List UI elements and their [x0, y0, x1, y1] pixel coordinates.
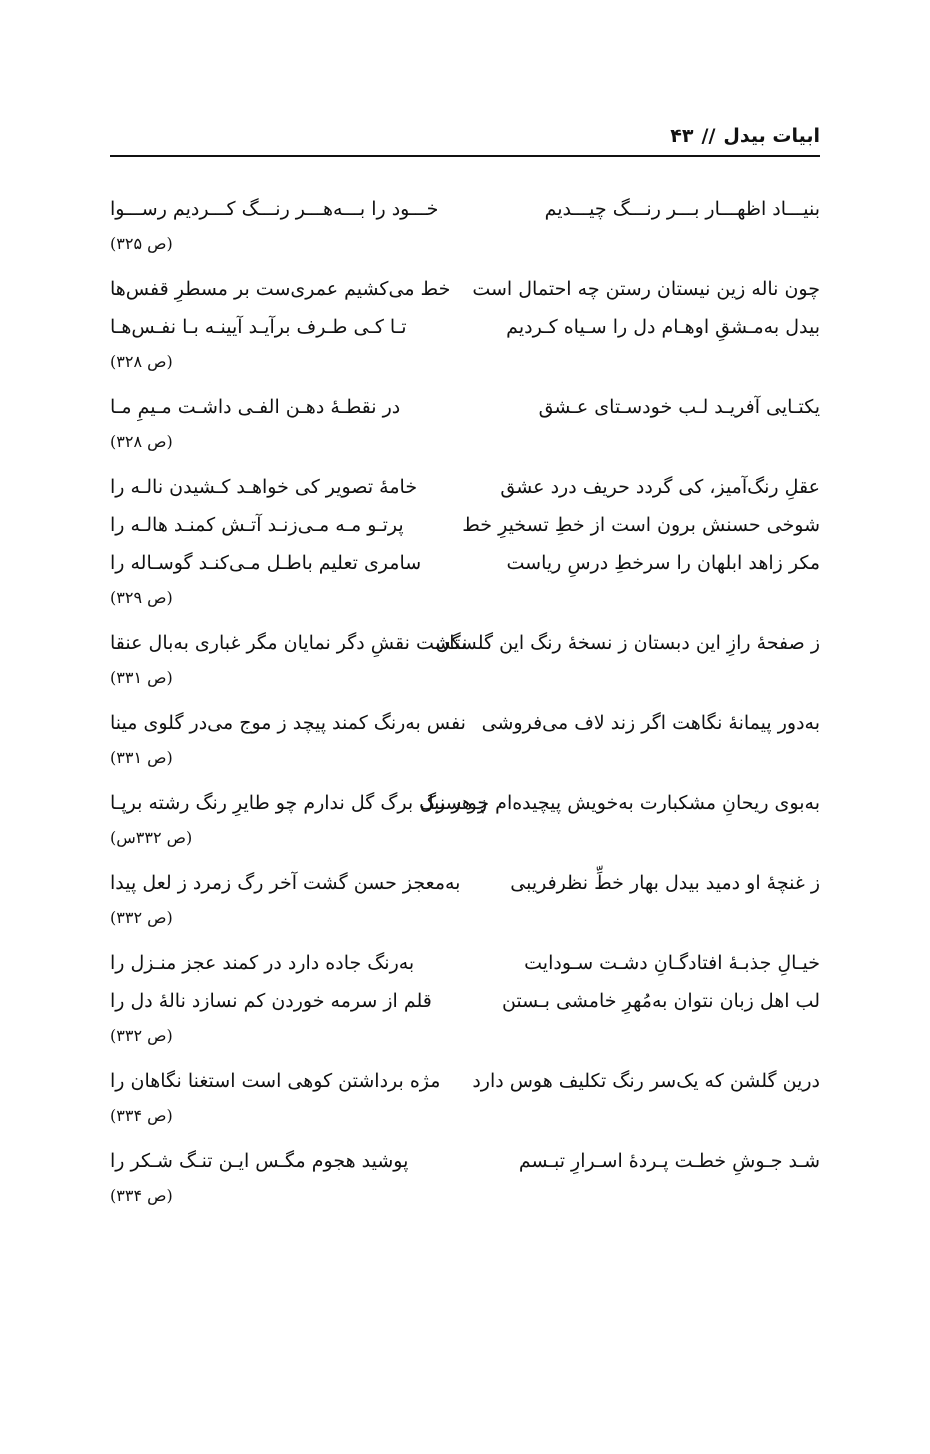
hemistich-right: ز غنچۀ او دمید بیدل بهار خطِّ نظرفریبی	[510, 872, 820, 894]
hemistich-left: خط می‌کشیم عمری‌ست بر مسطرِ قفس‌ها	[110, 278, 451, 300]
verse-line	[110, 624, 820, 662]
hemistich-left: به‌معجز حسن گشت آخر رگ زمرد ز لعل پیدا	[110, 872, 461, 894]
verse-line	[110, 468, 820, 506]
page-reference: (ص ۳۲۸)	[110, 432, 173, 451]
hemistich-left: پرتـو مـه مـی‌زنـد آتـش کمنـد هالـه را	[110, 514, 404, 536]
hemistich-right: خیـالِ جذبـۀ افتادگـانِ دشـت سـودایت	[524, 952, 820, 974]
verse-line	[110, 864, 820, 902]
verse-line	[110, 270, 820, 308]
page-reference: (ص ۳۳۴)	[110, 1186, 173, 1205]
hemistich-right: شوخی حسنش برون است از خطِ تسخیرِ خط	[462, 514, 820, 536]
section-gap	[110, 1052, 820, 1062]
page-reference: (ص ۳۳۱)	[110, 668, 173, 687]
hemistich-right: به‌دور پیمانۀ نگاهت اگر زند لاف می‌فروشی	[481, 712, 820, 734]
page-reference: (ص ۳۳۲)	[110, 1026, 173, 1045]
hemistich-left: نفس به‌رنگ کمند پیچد ز موج می‌در گلوی مینا	[110, 712, 466, 734]
verse-line	[110, 190, 820, 228]
running-header	[110, 118, 820, 154]
verse-line	[110, 308, 820, 346]
hemistich-left: تـا کـی طـرف برآیـد آیینـه بـا نفـس‌هـا	[110, 316, 407, 338]
hemistich-left: ز هر رگ برگ گل ندارم چو طایرِ رنگ رشته برپـا	[110, 792, 488, 814]
hemistich-left: خـــود را بـــه‌هـــر رنـــگ کـــردیم رســـوا	[110, 198, 439, 220]
section-gap	[110, 774, 820, 784]
page-reference: (ص ۳۳۱)	[110, 748, 173, 767]
hemistich-right: لب اهل زبان نتوان به‌مُهرِ خامشی بـستن	[501, 990, 820, 1012]
hemistich-right: بیدل به‌مـشقِ اوهـام دل را سـیاه کـردیم	[506, 316, 820, 338]
section-gap	[110, 854, 820, 864]
page-reference: (ص ۳۲۸)	[110, 352, 173, 371]
page-reference: (ص ۳۲۵)	[110, 234, 173, 253]
hemistich-right: به‌بوی ریحانِ مشکبارت به‌خویش پیچیده‌ام چو سنبل	[419, 792, 820, 814]
page-reference: (ص ۳۳۲)	[110, 908, 173, 927]
page-reference: (ص ۳۲۹)	[110, 588, 173, 607]
header-rule	[110, 155, 820, 157]
section-gap	[110, 934, 820, 944]
hemistich-right: بنیـــاد اظهـــار بـــر رنـــگ چیـــدیم	[544, 198, 820, 220]
poem-body	[110, 190, 820, 1222]
hemistich-left: نگشت نقشِ دگر نمایان مگر غباری به‌بال عنقا	[110, 632, 468, 654]
hemistich-right: درین گلشن که یک‌سر رنگ تکلیف هوس دارد	[472, 1070, 820, 1092]
verse-line	[110, 1062, 820, 1100]
section-gap	[110, 458, 820, 468]
section-gap	[110, 1212, 820, 1222]
verse-line	[110, 784, 820, 822]
verse-line	[110, 1142, 820, 1180]
hemistich-right: مکر زاهد ابلهان را سرخطِ درسِ ریاست	[506, 552, 820, 574]
hemistich-right: شـد جـوشِ خطـت پـردۀ اسـرارِ تبـسم	[518, 1150, 820, 1172]
verse-line	[110, 506, 820, 544]
verse-line	[110, 704, 820, 742]
section-gap	[110, 378, 820, 388]
page-reference: (ص ۳۳۲س)	[110, 828, 193, 847]
hemistich-left: در نقطـۀ دهـن الفـی داشـت مـیمِ مـا	[110, 396, 401, 418]
hemistich-right: ز صفحۀ رازِ این دبستان ز نسخۀ رنگ این گلستان	[435, 632, 820, 654]
hemistich-right: یکتـایی آفریـد لـب خودسـتای عـشق	[538, 396, 820, 418]
section-gap	[110, 1132, 820, 1142]
section-gap	[110, 260, 820, 270]
hemistich-right: عقلِ رنگ‌آمیز، کی گردد حریف درد عشق	[500, 476, 820, 498]
hemistich-left: به‌رنگ جاده دارد در کمند عجز منـزل را	[110, 952, 415, 974]
page-number: ۴۳	[670, 125, 694, 147]
page-reference: (ص ۳۳۴)	[110, 1106, 173, 1125]
verse-line	[110, 388, 820, 426]
verse-line	[110, 544, 820, 582]
hemistich-right: چون ناله زین نیستان رستن چه احتمال است	[472, 278, 820, 300]
hemistich-left: مژه برداشتن کوهی است استغنا نگاهان را	[110, 1070, 441, 1092]
hemistich-left: پوشید هجوم مگـس ایـن تنـگ شـکر را	[110, 1150, 409, 1172]
hemistich-left: سامری تعلیم باطـل مـی‌کنـد گوسـاله را	[110, 552, 422, 574]
hemistich-left: قلم از سرمه خوردن کم نسازد نالۀ دل را	[110, 990, 432, 1012]
verse-line	[110, 982, 820, 1020]
header-separator: //	[701, 125, 716, 147]
section-gap	[110, 614, 820, 624]
verse-line	[110, 944, 820, 982]
hemistich-left: خامۀ تصویر کی خواهـد کـشیدن نالـه را	[110, 476, 418, 498]
header-title: ابیات بیدل	[723, 125, 820, 147]
section-gap	[110, 694, 820, 704]
